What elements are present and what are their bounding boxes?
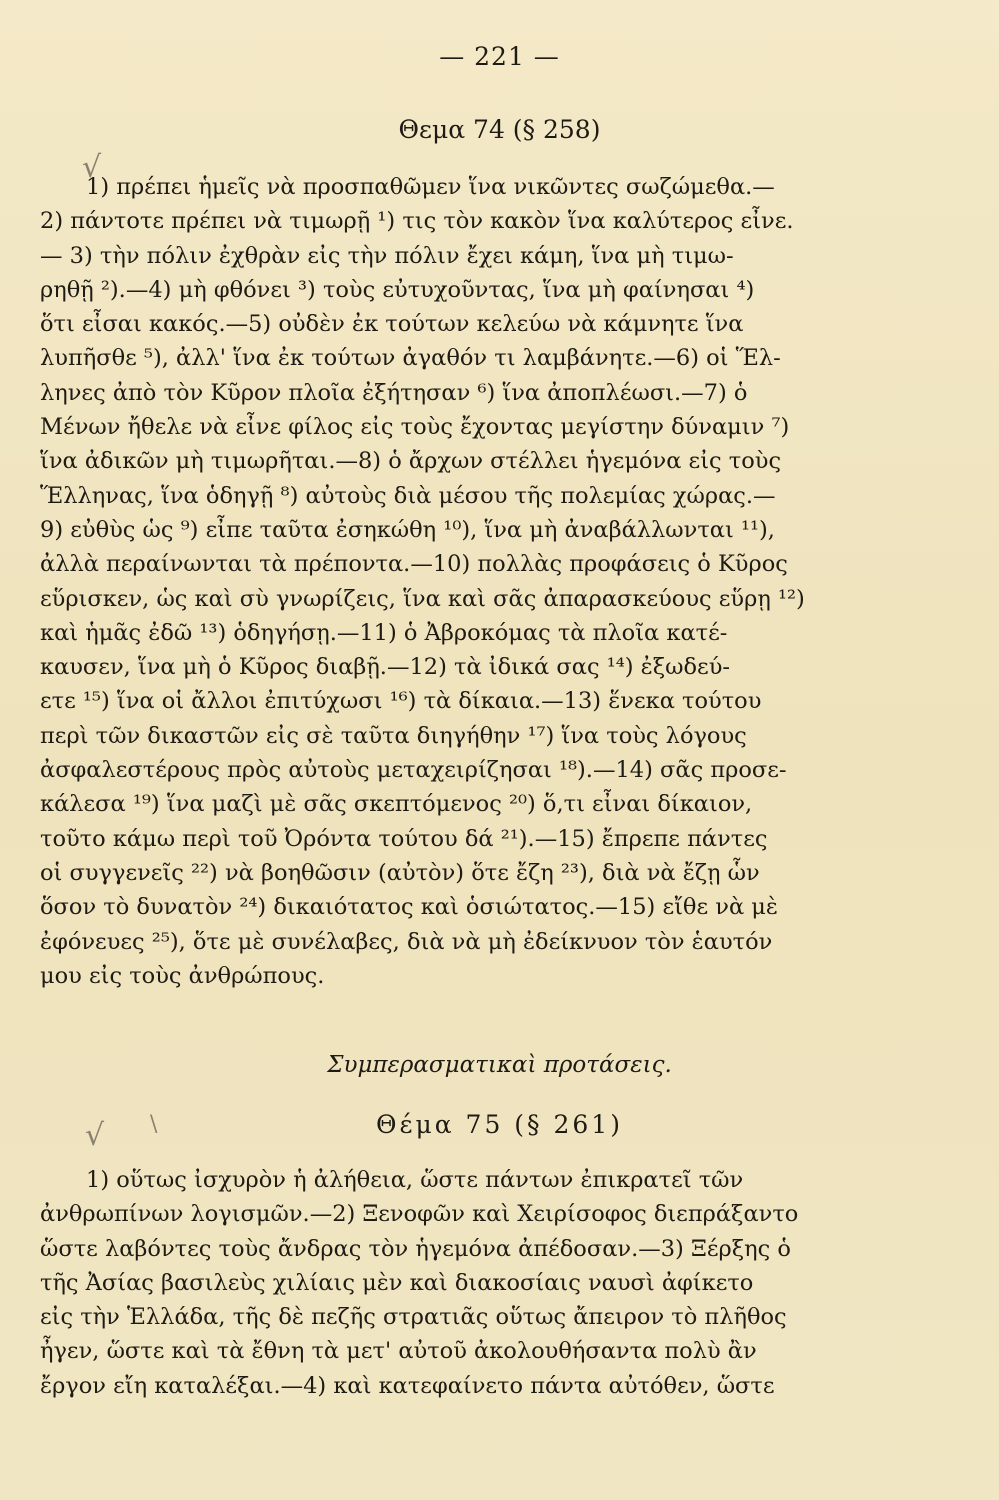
- text-line: 1) πρέπει ἡμεῖς νὰ προσπαθῶμεν ἵνα νικῶντες σωζώμεθα.—: [86, 174, 775, 200]
- text-line: τῆς Ἀσίας βασιλεὺς χιλίαις μὲν καὶ διακοσίαις ναυσὶ ἀφίκετο: [40, 1269, 754, 1296]
- text-line: καὶ ἡμᾶς ἐδῶ ¹³) ὁδηγήσῃ.—11) ὁ Ἀβροκόμας τὰ πλοῖα κατέ-: [40, 619, 728, 646]
- theme-75-title: Θέμα 75 (§ 261): [376, 1110, 623, 1139]
- text-line: 9) εὐθὺς ὡς ⁹) εἶπε ταῦτα ἐσηκώθη ¹⁰), ἵνα μὴ ἀναβάλλωνται ¹¹),: [40, 516, 775, 543]
- text-line: οἱ συγγενεῖς ²²) νὰ βοηθῶσιν (αὐτὸν) ὅτε ἔζη ²³), διὰ νὰ ἔζῃ ὧν: [40, 859, 760, 886]
- text-line: τοῦτο κάμω περὶ τοῦ Ὀρόντα τούτου δά ²¹).—15) ἔπρεπε πάντες: [40, 825, 768, 852]
- text-line: ἐφόνευες ²⁵), ὅτε μὲ συνέλαβες, διὰ νὰ μὴ ἐδείκνυον τὸν ἑαυτόν: [40, 928, 773, 955]
- check-mark: \: [150, 1112, 158, 1137]
- text-line: καυσεν, ἵνα μὴ ὁ Κῦρος διαβῇ.—12) τὰ ἰδικά σας ¹⁴) ἐξωδεύ-: [40, 654, 730, 681]
- page-number: — 221 —: [439, 42, 560, 71]
- theme-75-body: [40, 1163, 840, 1403]
- text-line: περὶ τῶν δικαστῶν εἰς σὲ ταῦτα διηγήθην ¹⁷) ἵνα τοὺς λόγους: [40, 722, 747, 749]
- text-line: ετε ¹⁵) ἵνα οἱ ἄλλοι ἐπιτύχωσι ¹⁶) τὰ δίκαια.—13) ἕνεκα τούτου: [40, 688, 762, 715]
- text-line: ὅσον τὸ δυνατὸν ²⁴) δικαιότατος καὶ ὁσιώτατος.—15) εἴθε νὰ μὲ: [40, 894, 779, 921]
- text-line: Μένων ἤθελε νὰ εἶνε φίλος εἰς τοὺς ἔχοντας μεγίστην δύναμιν ⁷): [40, 414, 790, 441]
- text-line: ἀλλὰ περαίνωνται τὰ πρέποντα.—10) πολλὰς προφάσεις ὁ Κῦρος: [40, 551, 788, 578]
- text-line: Ἕλληνας, ἵνα ὁδηγῇ ⁸) αὐτοὺς διὰ μέσου τῆς πολεμίας χώρας.—: [40, 482, 776, 509]
- text-line: 2) πάντοτε πρέπει νὰ τιμωρῇ ¹) τις τὸν κακὸν ἵνα καλύτερος εἶνε.: [40, 208, 794, 235]
- text-line: ἵνα ἀδικῶν μὴ τιμωρῆται.—8) ὁ ἄρχων στέλλει ἡγεμόνα εἰς τοὺς: [40, 448, 782, 475]
- text-line: ἀσφαλεστέρους πρὸς αὐτοὺς μεταχειρίζησαι ¹⁸).—14) σᾶς προσε-: [40, 757, 787, 784]
- text-line: — 3) τὴν πόλιν ἐχθρὰν εἰς τὴν πόλιν ἔχει κάμη, ἵνα μὴ τιμω-: [40, 242, 734, 269]
- text-line: κάλεσα ¹⁹) ἵνα μαζὶ μὲ σᾶς σκεπτόμενος ²⁰) ὅ,τι εἶναι δίκαιον,: [40, 791, 753, 818]
- theme-74-title: Θεμα 74 (§ 258): [398, 115, 601, 144]
- theme-74-body: [40, 170, 840, 993]
- text-line: ὅτι εἶσαι κακός.—5) οὐδὲν ἐκ τούτων κελεύω νὰ κάμνητε ἵνα: [40, 311, 744, 338]
- text-line: ἀνθρωπίνων λογισμῶν.—2) Ξενοφῶν καὶ Χειρίσοφος διεπράξαντο: [40, 1201, 799, 1228]
- check-mark: √: [85, 1118, 105, 1153]
- text-line: ἔργον εἴη καταλέξαι.—4) καὶ κατεφαίνετο πάντα αὐτόθεν, ὥστε: [40, 1372, 775, 1399]
- text-line: ρηθῇ ²).—4) μὴ φθόνει ³) τοὺς εὐτυχοῦντας, ἵνα μὴ φαίνησαι ⁴): [40, 276, 755, 303]
- text-line: ὥστε λαβόντες τοὺς ἄνδρας τὸν ἡγεμόνα ἀπέδοσαν.—3) Ξέρξης ὁ: [40, 1235, 791, 1262]
- text-line: εἰς τὴν Ἑλλάδα, τῆς δὲ πεζῆς στρατιᾶς οὕτως ἄπειρον τὸ πλῆθος: [40, 1304, 787, 1331]
- text-line: εὕρισκεν, ὡς καὶ σὺ γνωρίζεις, ἵνα καὶ σᾶς ἀπαρασκεύους εὕρῃ ¹²): [40, 585, 805, 612]
- text-line: μου εἰς τοὺς ἀνθρώπους.: [40, 962, 325, 989]
- text-line: ἦγεν, ὥστε καὶ τὰ ἔθνη τὰ μετ' αὐτοῦ ἀκολουθήσαντα πολὺ ἂν: [40, 1338, 757, 1365]
- text-line: 1) οὕτως ἰσχυρὸν ἡ ἀλήθεια, ὥστε πάντων ἐπικρατεῖ τῶν: [86, 1167, 744, 1193]
- text-line: ληνες ἀπὸ τὸν Κῦρον πλοῖα ἐξήτησαν ⁶) ἵνα ἀποπλέωσι.—7) ὁ: [40, 379, 748, 406]
- text-line: λυπῆσθε ⁵), ἀλλ' ἵνα ἐκ τούτων ἀγαθόν τι λαμβάνητε.—6) οἱ Ἕλ-: [40, 345, 781, 372]
- section-subheading: Συμπερασματικαὶ προτάσεις.: [327, 1052, 672, 1078]
- check-mark: √: [82, 150, 102, 185]
